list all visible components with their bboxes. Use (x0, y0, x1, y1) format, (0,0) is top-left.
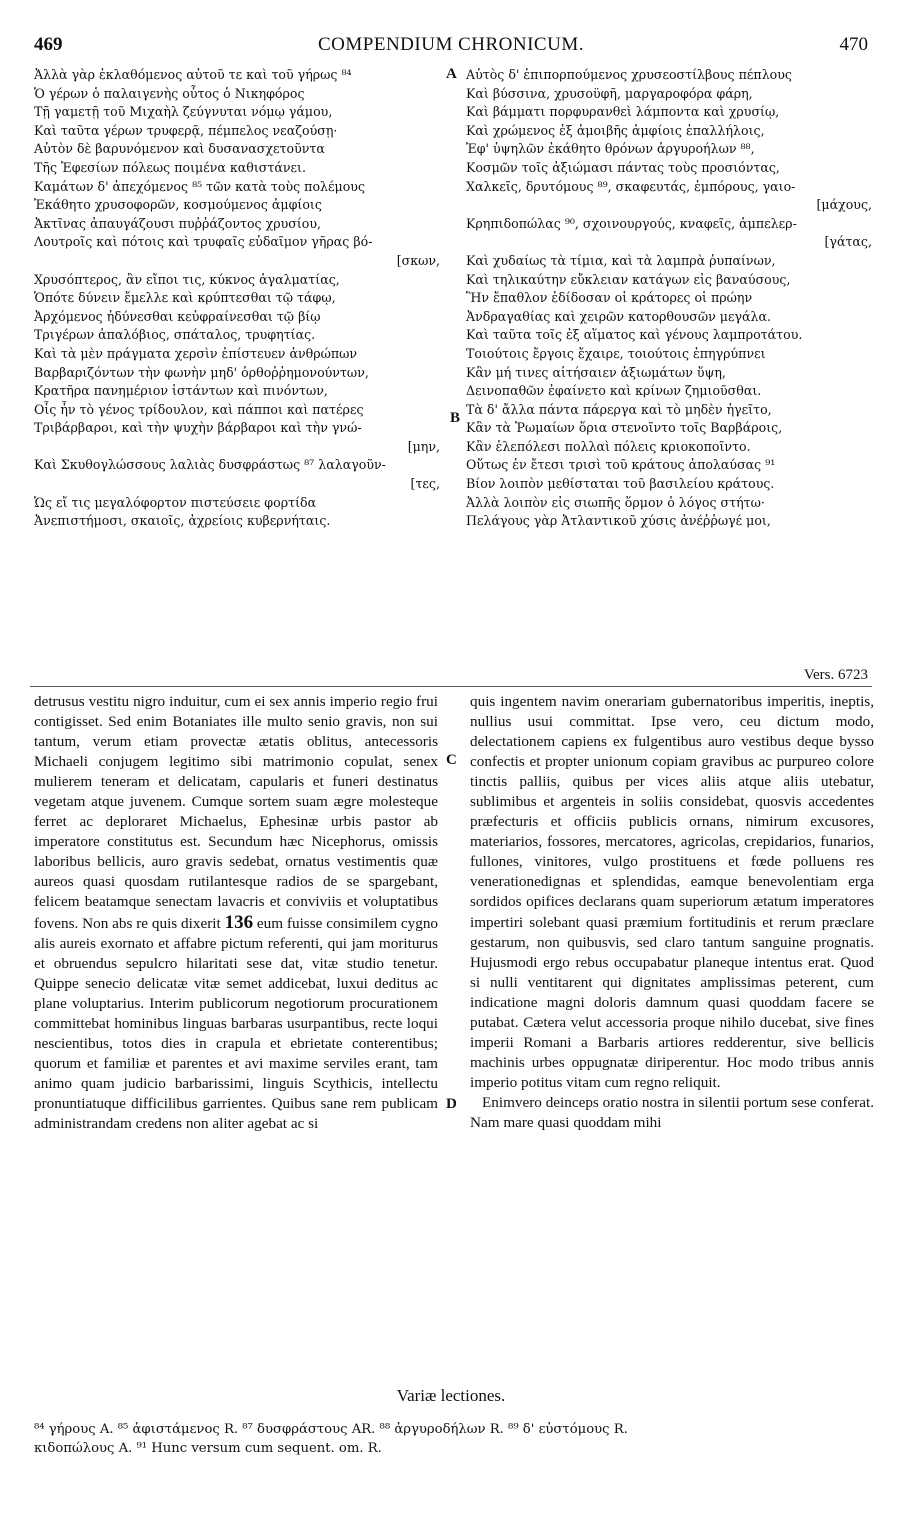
running-title: COMPENDIUM CHRONICUM. (318, 34, 584, 55)
variant-line: ⁸⁴ γήρους A. ⁸⁵ ἀφιστάμενος R. ⁸⁷ δυσφράστους AR. ⁸⁸ ἀργυροδήλων R. ⁸⁹ δ' εὐστόμους R. (34, 1422, 628, 1437)
verse-line: [σκων, (396, 252, 440, 268)
verse-line: Καὶ ταῦτα γέρων τρυφερᾷ, πέμπελος νεαζούσῃ· (34, 122, 338, 138)
verse-line: Κρατῆρα πανημέριον ἱστάντων καὶ πινόντων, (34, 383, 328, 399)
verse-line: Κἂν μή τινες αἰτήσαιεν ἀξιωμάτων ὕψη, (466, 364, 726, 380)
verse-line: Καὶ χρώμενος ἐξ ἀμοιβῆς ἀμφίοις ἐπαλλήλοις, (466, 122, 765, 138)
running-header (30, 34, 872, 58)
variae-lectiones-notes (34, 1420, 874, 1458)
verse-line: Τοιούτοις ἔργοις ἔχαιρε, τοιούτοις ἐπηγρύπνει (466, 345, 766, 361)
verse-line: Ἀνδραγαθίας καὶ χειρῶν κατορθουσῶν μεγάλα. (466, 308, 771, 324)
verse-line: Τὰ δ' ἄλλα πάντα πάρεργα καὶ τὸ μηδὲν ἡγεῖτο, (466, 401, 772, 417)
verse-line: Ἐφ' ὑψηλῶν ἐκάθητο θρόνων ἀργυροήλων ⁸⁸, (466, 141, 755, 157)
verse-line: Βίον λοιπὸν μεθίσταται τοῦ βασιλείου κράτους. (466, 476, 775, 492)
latin-left-text-1: detrusus vestitu nigro induitur, cum ei sex annis imperio regio frui contigisset. Sed enim Botaniates ille multo senio gravis, non sui tantum, verum etiam provectæ ætatis oblitus, antecessoris Michaeli conjugem legitimo sibi matrimonio copulat, senex mulierem teneram et delicatam, capularis et funeri destinatus vegetam atque juvenem. Cumque sortem suam ægre molesteque ferret ac deploraret Michaelus, Ephesinæ urbis pastor ab imperatore constitutus est. Secundum hæc Nicephorus, omissis laboribus bellicis, auro gravis sedebat, ornatus vestimentis quæ aureos quasi quosdam rutilantesque radios de se spargebant, felicem beatamque senectam lavacris et conviviis et voluptatibus fovens. Non abs re quis dixerit (34, 693, 438, 932)
latin-left-text-2: eum fuisse consimilem cygno alis aureis exornato et affabre pictum referenti, qui jam moriturus et obruendus sepulcro hilaritati sese dat, vitæ studio tenetur. Quippe senecio delicatæ vitæ semet addicebat, luxui deditus ac plane voluptarius. Interim publicorum negotiorum procurationem committebat hominibus linguas barbaras usurpantibus, recte loqui nescientibus, totos dies in crapula et ebrietate conterentibus; quorum et familiæ et parentes et avi maxime serviles erant, tam animo quam judicio barbarissimi, linguis Scythicis, intellectu pronuntiatuque difficilibus garrientes. Quibus sane rem publicam administrandam credens non aliter agebat ac si (34, 914, 439, 1132)
verse-line: Ἐκάθητο χρυσοφορῶν, κοσμούμενος ἀμφίοις (34, 197, 322, 213)
variant-line: κιδοπώλους A. ⁹¹ Hunc versum cum sequent. om. R. (34, 1441, 382, 1456)
latin-right-paragraph-1: quis ingentem navim onerariam gubernatoribus imperitis, ineptis, nullius usui committat. Ipse vero, ceu dictum modo, delectationem capiens ex fulgentibus auro vestibus deque bysso confectis et propter unionum copiam gravibus ac purpureo colore tinctis palliis, quibus per vices aliis atque aliis utebatur, sublimibus et argenteis in soliis considebat, quosvis accedentes præfecturis et officiis publicis ornans, nimirum excusores, materiarios, fossores, mercatores, agricolas, crepidarios, funarios, fullones, vinitores, vulgo prostituens et fœde polluens res venerationedignas et splendidas, eamque benevolentiam erga sordidos opifices declarans quam superiorum ætatum imperatores impertiri solebant quasi præmium fortitudinis et rerum præclare gestarum, non quibusvis, sed claro tantum sanguine prognatis. Hujusmodi ergo rebus occupabatur planeque intentus erat. Quod si nulli ventitarent qui dignitates amplissimas peterent, cum indicatione magni doloris damnum quasi quoddam facere se putabat. Cætera velut accessoria proque nihilo ducebat, sive fines imperii Romani a Barbaris artiores redderentur, sive bellicis machinis urbes oppugnatæ diriperentur. Hoc modo tribus annis imperio potitus vitam cum regno reliquit. (470, 693, 874, 1091)
verse-line: Καὶ βάμματι πορφυρανθεὶ λάμποντα καὶ χρυσίῳ, (466, 104, 780, 120)
separator-rule (30, 686, 872, 687)
verse-line: Τῆς Ἐφεσίων πόλεως ποιμένα καθιστάνει. (34, 159, 306, 175)
latin-right-paragraph-2: Enimvero deinceps oratio nostra in silentii portum sese conferat. Nam mare quasi quoddam mihi (470, 1093, 874, 1131)
verse-line: Καὶ τὰ μὲν πράγματα χερσὶν ἐπίστευεν ἀνθρώπων (34, 345, 358, 361)
verse-line: [τες, (410, 476, 440, 492)
verse-line: Καὶ βύσσινα, χρυσοϋφῆ, μαργαροφόρα φάρη, (466, 85, 753, 101)
verse-line: Λουτροῖς καὶ πότοις καὶ τρυφαῖς εὐδαῖμον γῆρας βό- (34, 234, 373, 250)
verse-line: Ἀρχόμενος ἠδύνεσθαι κεὐφραίνεσθαι τῷ βίῳ (34, 308, 321, 324)
verse-line: Καὶ χυδαίως τὰ τίμια, καὶ τὰ λαμπρὰ ῥυπαίνων, (466, 252, 776, 268)
margin-marker-a: A (446, 66, 457, 82)
verse-line: Ἣν ἔπαθλον ἐδίδοσαν οἱ κράτορες οἱ πρώην (466, 290, 753, 306)
verse-line: Κοσμῶν τοῖς ἀξιώμασι πάντας τοὺς προσιόντας, (466, 159, 780, 175)
greek-verse-right-column (466, 66, 876, 531)
verse-line: Οἷς ἦν τὸ γένος τρίδουλον, καὶ πάπποι καὶ πατέρες (34, 401, 364, 417)
verse-line: Ἀλλὰ γὰρ ἐκλαθόμενος αὐτοῦ τε καὶ τοῦ γήρως ⁸⁴ (34, 67, 352, 82)
verse-line: Ὁ γέρων ὁ παλαιγενὴς οὗτος ὁ Νικηφόρος (34, 85, 305, 101)
verse-line: Οὕτως ἐν ἔτεσι τρισὶ τοῦ κράτους ἀπολαύσας ⁹¹ (466, 457, 776, 473)
verse-line: Ὡς εἴ τις μεγαλόφορτον πιστεύσειε φορτίδα (34, 494, 317, 510)
verse-line: Καὶ τηλικαύτην εὔκλειαν κατάγων εἰς βαναύσους, (466, 271, 791, 287)
verse-line: Δεινοπαθῶν ἐφαίνετο καὶ κρίνων ζημιοῦσθαι. (466, 383, 762, 399)
verse-line: Ἀκτῖνας ἀπαυγάζουσι πυῤῥάζοντος χρυσίου, (34, 215, 322, 231)
margin-marker-b: B (450, 410, 461, 426)
verse-line: Βαρβαριζόντων τὴν φωνὴν μηδ' ὀρθοῤῥημονούντων, (34, 364, 369, 380)
verse-line: Ἀνεπιστήμοσι, σκαιοῖς, ἀχρείοις κυβερνήταις. (34, 513, 331, 529)
latin-translation-right-column (470, 692, 874, 1133)
variae-lectiones-title: Variæ lectiones. (396, 1386, 506, 1405)
verse-line: Κρηπιδοπώλας ⁹⁰, σχοινουργούς, κναφεῖς, ἀμπελερ- (466, 215, 797, 231)
verse-number: Vers. 6723 (803, 667, 868, 683)
verse-line: Αὐτὸν δὲ βαρυνόμενον καὶ δυσανασχετοῦντα (34, 141, 325, 157)
verse-line: Καμάτων δ' ἀπεχόμενος ⁸⁵ τῶν κατὰ τοὺς πολέμους (34, 178, 366, 194)
margin-marker-c: C (446, 752, 457, 768)
column-number-bold: 136 (224, 911, 254, 933)
page-number-left: 469 (34, 34, 63, 55)
verse-line: [μάχους, (816, 197, 872, 213)
latin-translation-left-column (34, 692, 438, 1134)
verse-line: Χρυσόπτερος, ἂν εἴποι τις, κύκνος ἀγαλματίας, (34, 271, 340, 287)
verse-line: Καὶ ταῦτα τοῖς ἐξ αἵματος καὶ γένους λαμπροτάτου. (466, 327, 803, 343)
margin-marker-d: D (446, 1096, 457, 1112)
verse-line: Αὐτὸς δ' ἐπιπορπούμενος χρυσεοστίλβους πέπλους (466, 67, 792, 82)
verse-line: Ἀλλὰ λοιπὸν εἰς σιωπῆς ὅρμον ὁ λόγος στήτω· (466, 494, 765, 510)
verse-line: [γάτας, (824, 234, 872, 250)
verse-line: Τριβάρβαροι, καὶ τὴν ψυχὴν βάρβαροι καὶ τὴν γνώ- (34, 420, 362, 436)
verse-line: Χαλκεῖς, δρυτόμους ⁸⁹, σκαφευτάς, ἐμπόρους, γαιο- (466, 178, 796, 194)
verse-line: Κἂν ἑλεπόλεσι πολλαὶ πόλεις κριοκοποῖντο. (466, 438, 751, 454)
latin-left-paragraph (34, 692, 438, 1134)
verse-line: Κἂν τὰ Ῥωμαίων ὅρια στενοῖντο τοῖς Βαρβάροις, (466, 420, 783, 436)
verse-line: Ὁπότε δύνειν ἔμελλε καὶ κρύπτεσθαι τῷ τάφῳ, (34, 290, 336, 306)
verse-line: Τριγέρων ἀπαλόβιος, σπάταλος, τρυφητίας. (34, 327, 316, 343)
greek-verse-left-column (34, 66, 444, 531)
verse-line: Τῇ γαμετῇ τοῦ Μιχαὴλ ζεύγνυται νόμῳ γάμου, (34, 104, 333, 120)
verse-line: [μην, (407, 438, 440, 454)
verse-line: Καὶ Σκυθογλώσσους λαλιὰς δυσφράστως ⁸⁷ λαλαγοῦν- (34, 457, 386, 473)
page-number-right: 470 (839, 34, 868, 55)
verse-line: Πελάγους γὰρ Ἀτλαντικοῦ χύσις ἀνέῤῥωγέ μοι, (466, 513, 771, 529)
